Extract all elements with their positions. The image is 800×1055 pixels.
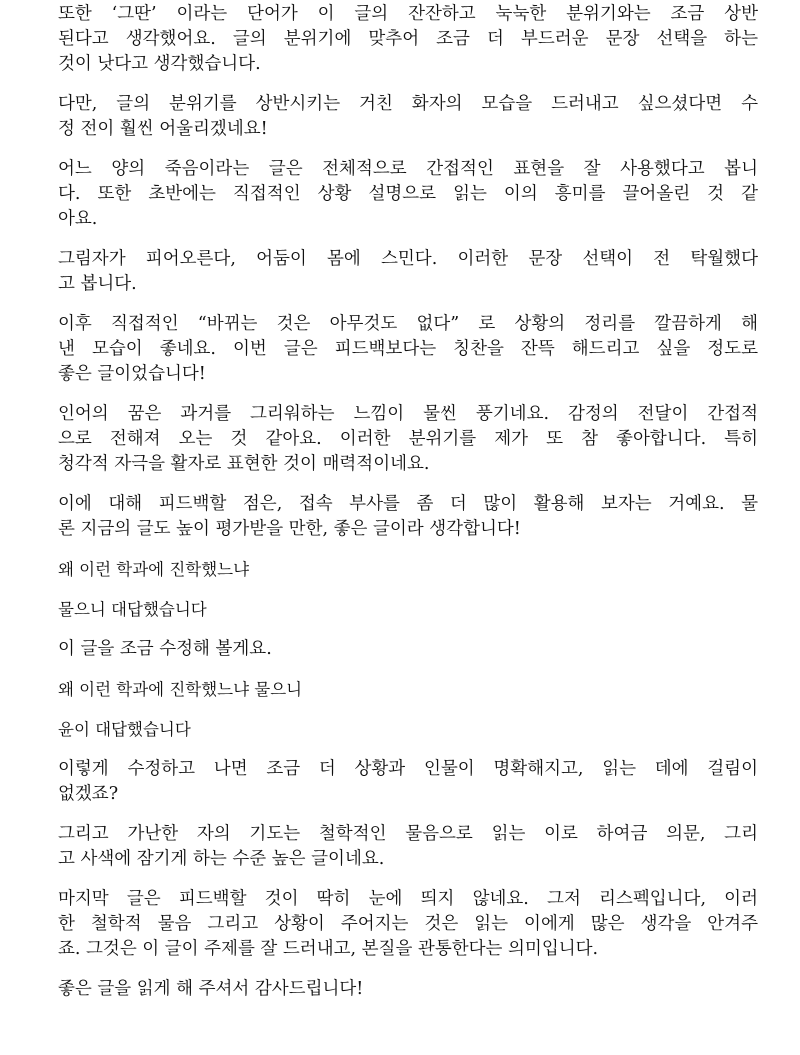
text-line: 낸 모습이 좋네요. 이번 글은 피드백보다는 칭찬을 잔뜩 해드리고 싶을 정도로 bbox=[58, 339, 758, 359]
text-line: 좋은 글을 읽게 해 주셔서 감사드립니다! bbox=[58, 979, 364, 999]
paragraph-clarity bbox=[58, 757, 758, 807]
text-line: 된다고 생각했어요. 글의 분위기에 맞추어 조금 더 부드러운 문장 선택을 하는 bbox=[58, 29, 758, 49]
example-revised-line-1: 왜 이런 학과에 진학했느냐 물으니 bbox=[58, 680, 303, 699]
paragraph-speaker-tone bbox=[58, 92, 758, 142]
text-line: 고 봅니다. bbox=[58, 274, 137, 294]
text-line: 그리고 가난한 자의 기도는 철학적인 물음으로 읽는 이로 하여금 의문, 그리 bbox=[58, 824, 758, 844]
text-line: 고 사색에 잠기게 하는 수준 높은 글이네요. bbox=[58, 849, 385, 869]
text-line: 정 전이 훨씬 어울리겠네요! bbox=[58, 119, 268, 139]
paragraph-shadow-sentence bbox=[58, 247, 758, 297]
paragraph-word-choice bbox=[58, 2, 758, 77]
text-line: 없겠죠? bbox=[58, 784, 119, 804]
text-line: 이에 대해 피드백할 점은, 접속 부사를 좀 더 많이 활용해 보자는 거예요. 물 bbox=[58, 494, 758, 514]
paragraph-final-piece bbox=[58, 887, 758, 962]
text-line: 인어의 꿈은 과거를 그리워하는 느낌이 물씬 풍기네요. 감정의 전달이 간접적 bbox=[58, 404, 758, 424]
text-line: 아요. bbox=[58, 209, 98, 229]
text-line: 다만, 글의 분위기를 상반시키는 거친 화자의 모습을 드러내고 싶으셨다면 수 bbox=[58, 94, 758, 114]
example-original-line-1: 왜 이런 학과에 진학했느냐 bbox=[58, 560, 250, 579]
text-line: 론 지금의 글도 높이 평가받을 만한, 좋은 글이라 생각합니다! bbox=[58, 519, 521, 539]
text-line: 것이 낫다고 생각했습니다. bbox=[58, 54, 261, 74]
text-line: 한 철학적 물음 그리고 상황이 주어지는 것은 읽는 이에게 많은 생각을 안겨주 bbox=[58, 914, 758, 934]
paragraph-praise bbox=[58, 312, 758, 387]
text-line: 마지막 글은 피드백할 것이 딱히 눈에 띄지 않네요. 그저 리스펙입니다, 이러 bbox=[58, 889, 758, 909]
paragraph-thanks bbox=[58, 977, 758, 1002]
paragraph-mermaid-dream bbox=[58, 402, 758, 477]
text-line: 청각적 자극을 활자로 표현한 것이 매력적이네요. bbox=[58, 454, 430, 474]
text-line: 으로 전해져 오는 것 같아요. 이러한 분위기를 제가 또 참 좋아합니다. 특히 bbox=[58, 429, 758, 449]
example-revised-line-2: 윤이 대답했습니다 bbox=[58, 720, 191, 739]
paragraph-poor-prayer bbox=[58, 822, 758, 872]
text-line: 좋은 글이었습니다! bbox=[58, 364, 206, 384]
text-line: 이렇게 수정하고 나면 조금 더 상황과 인물이 명확해지고, 읽는 데에 걸림이 bbox=[58, 759, 758, 779]
text-line: 어느 양의 죽음이라는 글은 전체적으로 간접적인 표현을 잘 사용했다고 봅니 bbox=[58, 159, 758, 179]
paragraph-sheep-death bbox=[58, 157, 758, 232]
text-line: 이후 직접적인 “바뀌는 것은 아무것도 없다” 로 상황의 정리를 깔끔하게 해 bbox=[58, 314, 758, 334]
text-line: 또한 ‘그딴’ 이라는 단어가 이 글의 잔잔하고 눅눅한 분위기와는 조금 상반 bbox=[58, 4, 758, 24]
text-line: 죠. 그것은 이 글이 주제를 잘 드러내고, 본질을 관통한다는 의미입니다. bbox=[58, 939, 599, 959]
example-original-line-2: 물으니 대답했습니다 bbox=[58, 600, 207, 619]
text-line: 그림자가 피어오른다, 어둠이 몸에 스민다. 이러한 문장 선택이 전 탁월했다 bbox=[58, 249, 758, 269]
text-line: 다. 또한 초반에는 직접적인 상황 설명으로 읽는 이의 흥미를 끌어올린 것 같 bbox=[58, 184, 758, 204]
paragraph-conjunctive-adverb bbox=[58, 492, 758, 542]
revision-intro: 이 글을 조금 수정해 볼게요. bbox=[58, 639, 272, 659]
